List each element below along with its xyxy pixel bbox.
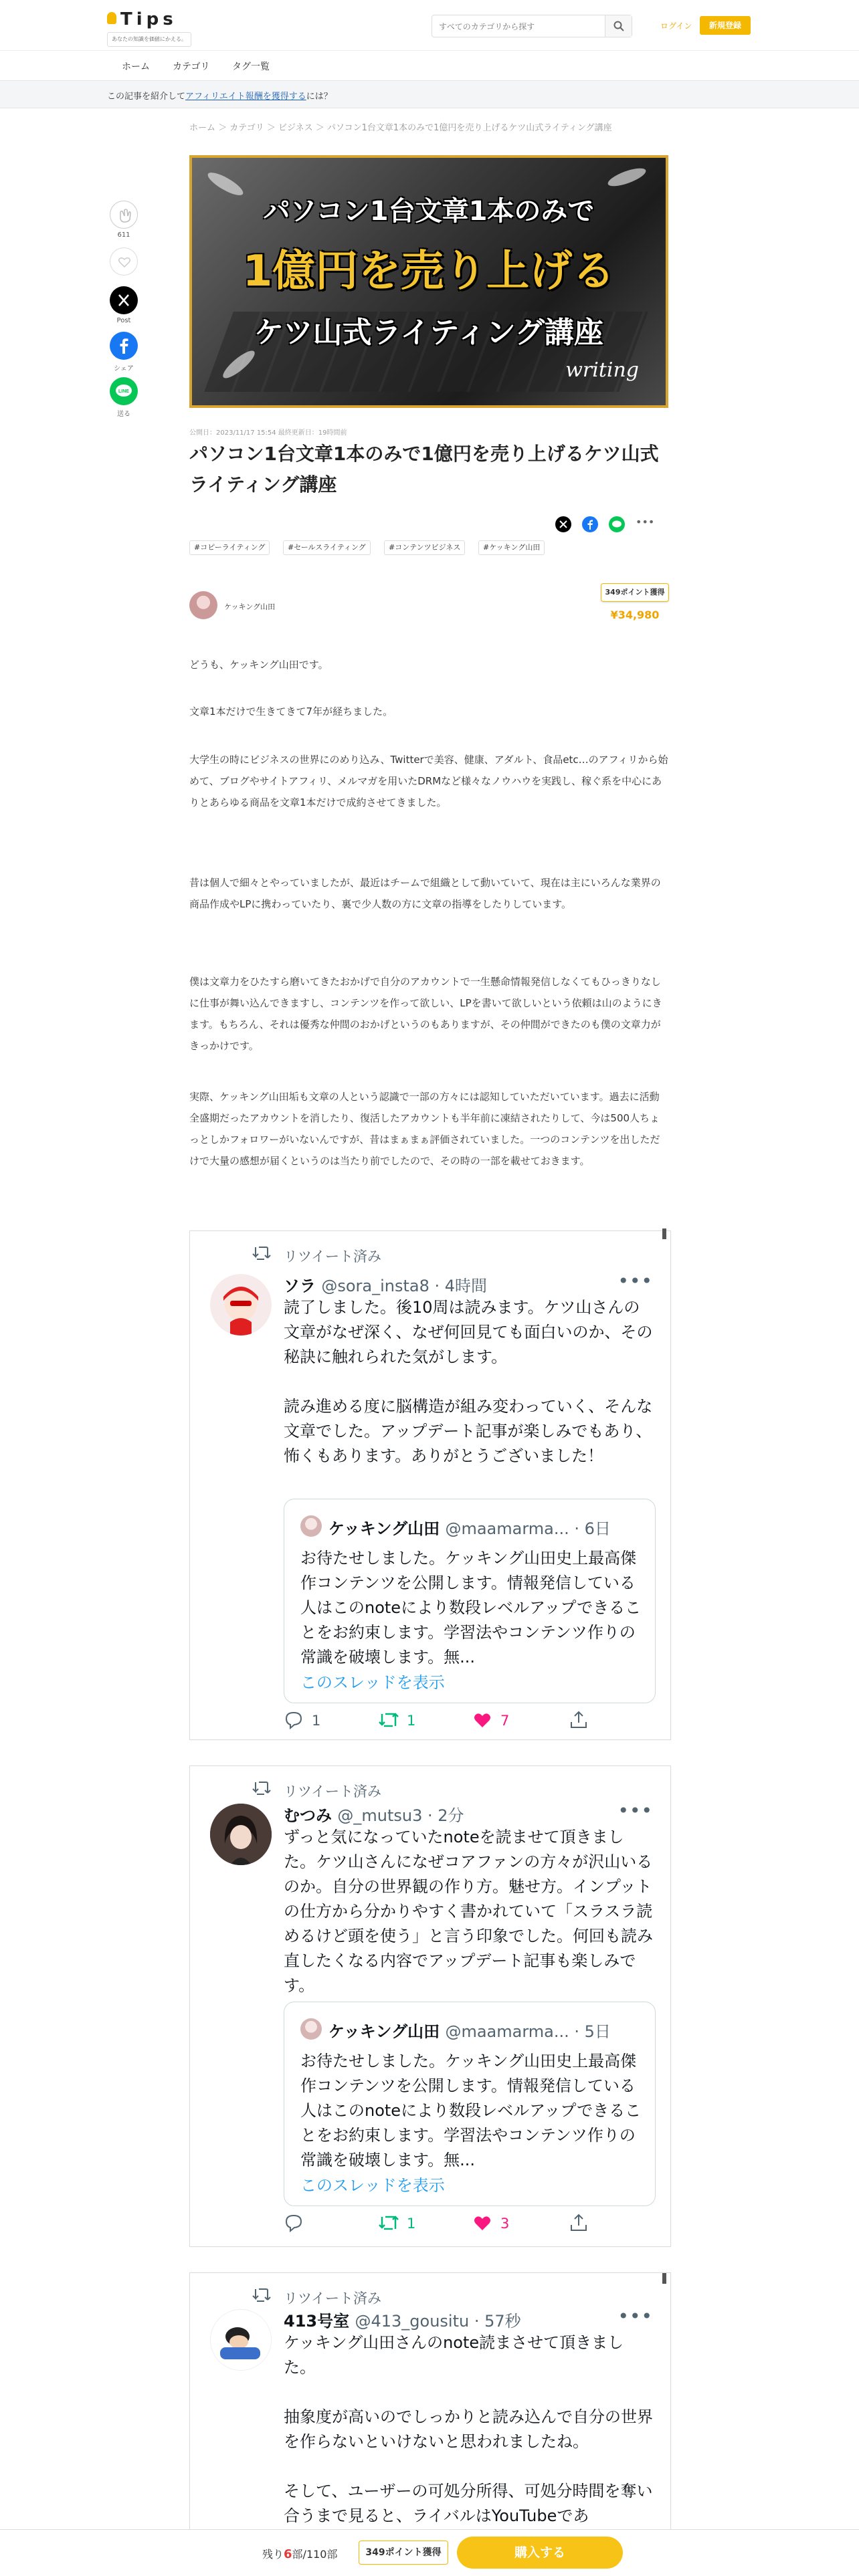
svg-text:LINE: LINE — [118, 389, 129, 394]
banner-text: この記事を紹介して — [107, 92, 186, 102]
affiliate-banner — [0, 80, 859, 108]
scrollbar-thumb[interactable] — [662, 2273, 666, 2284]
line-share-label: 送る — [117, 411, 130, 418]
share-button[interactable] — [569, 1710, 589, 1734]
tweet-handle: @sora_insta8 · 4時間 — [321, 1277, 488, 1295]
retweet-button[interactable] — [377, 2213, 416, 2237]
author-avatar[interactable] — [189, 591, 217, 619]
nav-tags[interactable]: タグ一覧 — [232, 62, 270, 72]
line-share-small[interactable] — [609, 516, 625, 532]
nav-category[interactable]: カテゴリ — [173, 62, 210, 72]
share-icon — [569, 2213, 589, 2233]
x-share-button[interactable] — [110, 286, 138, 314]
like-count: 7 — [500, 1713, 510, 1729]
price: ¥34,980 — [610, 609, 660, 621]
hero-line-3: ケツ山式ライティング講座 — [254, 316, 603, 350]
like-button[interactable] — [472, 2213, 510, 2237]
body-paragraph: 大学生の時にビジネスの世界にのめり込み、Twitterで美容、健康、アダルト、食品etc…のアフィリから始めて、ブログやサイトアフィリ、メルマガを用いたDRMなど様々なノウハウを実践し、稼ぐ系を中心にありとあらゆる商品を文章1本だけで成約させてきました。 — [189, 754, 668, 809]
breadcrumb[interactable]: ホーム ＞ カテゴリ ＞ ビジネス ＞ パソコン1台文章1本のみで1億円を売り上げるケツ山式ライティング講座 — [189, 123, 612, 133]
show-thread-link[interactable]: このスレッドを表示 — [300, 1673, 445, 1692]
heart-icon — [472, 2213, 492, 2233]
tweet-more-icon[interactable]: ••• — [617, 2305, 653, 2327]
retweet-count: 1 — [407, 2216, 416, 2232]
tweet-more-icon[interactable]: ••• — [617, 1800, 653, 1822]
tweet-avatar[interactable] — [210, 2309, 272, 2371]
buy-button[interactable]: 購入する — [457, 2537, 623, 2569]
banner-text-end: には？ — [306, 92, 332, 102]
tweet-handle: @_mutsu3 · 2分 — [337, 1806, 464, 1825]
retweet-label: リツイート済み — [284, 1249, 381, 1265]
retweet-icon — [252, 1245, 272, 1262]
tweet-text: 読了しました。後10周は読みます。ケツ山さんの文章がなぜ深く、なぜ何回見ても面白いのか、その秘訣に触れられた気がします。 読み進める度に脳構造が組み変わっていく、そんな文章でした。アップデート記事が楽しみでもあり、怖くもあります。ありがとうございました！ — [284, 1298, 653, 1465]
clap-button[interactable] — [110, 201, 138, 229]
tweet-embed[interactable] — [189, 2272, 671, 2540]
search-box — [432, 15, 632, 37]
article-title: パソコン1台文章1本のみで1億円を売り上げるケツ山式ライティング講座 — [189, 443, 659, 496]
tweet-handle: @413_gousitu · 57秒 — [355, 2312, 521, 2331]
facebook-share-label: シェア — [114, 365, 134, 372]
author-name[interactable]: ケッキング山田 — [224, 603, 276, 611]
share-button[interactable] — [569, 2213, 589, 2237]
article-meta: 公開日：2023/11/17 15:54 最終更新日：19時間前 — [189, 429, 347, 437]
tweet-text: ケッキング山田さんのnote読まさせて頂きました。 抽象度が高いのでしっかりと読み込んで自分の世界を作らないといけないと思われましたね。 そして、ユーザーの可処分所得、可処分時間を奪い合うまで見ると、ライバルはYouTubeであ — [284, 2333, 653, 2525]
scrollbar-thumb[interactable] — [662, 1228, 666, 1239]
tag-item[interactable]: #コピーライティング — [189, 540, 270, 555]
like-count: 3 — [500, 2216, 510, 2232]
retweet-icon — [252, 2286, 272, 2304]
quoted-author: ケッキング山田 @maamarma... · 6日 — [328, 1519, 611, 1538]
avatar-illustration-icon — [210, 1274, 272, 1335]
logo-text: Tips — [120, 9, 177, 29]
remaining-count: 残り6部/110部 — [262, 2547, 338, 2561]
points-badge: 349ポイント獲得 — [601, 583, 669, 602]
show-thread-link[interactable]: このスレッドを表示 — [300, 2176, 445, 2195]
retweet-button[interactable] — [377, 1710, 416, 1734]
hero-line-2: 1億円を売り上げる — [242, 247, 615, 296]
body-paragraph: 実際、ケッキング山田垢も文章の人という認識で一部の方々には認知していただいています。過去に活動全盛期だったアカウントを消したり、復活したアカウントも半年前に凍結されたりして、今は500人ちょっとしかフォロワーがいないんですが、昔はまぁまぁ評価されていました。一つのコンテンツを出しただけで大量の感想が届くというのは当たり前でしたので、その時の一部を載せておきます。 — [189, 1091, 660, 1167]
share-icon — [569, 1710, 589, 1730]
search-button[interactable] — [605, 15, 632, 37]
search-icon — [613, 21, 624, 31]
like-count: 611 — [117, 231, 130, 239]
logo-tagline: あなたの知識を価値にかえる。 — [107, 32, 191, 47]
affiliate-link[interactable]: アフィリエイト報酬を獲得する — [185, 92, 306, 102]
x-logo-icon — [555, 516, 571, 532]
reply-button[interactable] — [284, 1710, 321, 1734]
quoted-avatar — [300, 1515, 322, 1537]
retweet-icon — [252, 1780, 272, 1797]
lightbulb-icon — [107, 12, 116, 24]
facebook-share-small[interactable] — [582, 516, 598, 532]
tweet-author: むつみ @_mutsu3 · 2分 — [284, 1806, 464, 1825]
tweet-more-icon[interactable]: ••• — [617, 1270, 653, 1292]
retweet-label: リツイート済み — [284, 2290, 381, 2306]
tag-item[interactable]: #ケッキング山田 — [478, 540, 545, 555]
x-share-label: Post — [116, 317, 131, 324]
quoted-avatar — [300, 2018, 322, 2040]
quoted-author: ケッキング山田 @maamarma... · 5日 — [328, 2022, 611, 2041]
facebook-share-button[interactable] — [110, 332, 138, 360]
like-button[interactable] — [472, 1710, 510, 1734]
body-paragraph: どうも、ケッキング山田です。 — [189, 659, 328, 671]
tag-item[interactable]: #セールスライティング — [283, 540, 371, 555]
title-share-icons — [555, 515, 669, 535]
avatar-illustration-icon — [211, 2310, 272, 2371]
line-icon — [110, 377, 138, 405]
tweet-author: 413号室 @413_gousitu · 57秒 — [284, 2312, 521, 2331]
quoted-tweet[interactable] — [284, 1499, 656, 1703]
body-paragraph: 僕は文章力をひたすら磨いてきたおかげで自分のアカウントで一生懸命情報発信しなくてもひっきりなしに仕事が舞い込んできますし、コンテンツを作って欲しい、LPを書いて欲しいという依頼は山のようにきます。もちろん、それは優秀な仲間のおかげというのもありますが、その仲間ができたのも僕の文章力がきっかけです。 — [189, 976, 662, 1052]
tag-item[interactable]: #コンテンツビジネス — [384, 540, 465, 555]
heart-icon — [110, 248, 138, 276]
tweet-text: ずっと気になっていたnoteを読ませて頂きました。ケツ山さんになぜコアファンの方々が沢山いるのか。自分の世界観の作り方。魅せ方。インプットの仕方から分かりやすく書かれていて「スラスラ読めるけど頭を使う」と言う印象でした。何回も読み直したくなる内容でアップデート記事も楽しみです。 — [284, 1828, 653, 1995]
retweet-icon — [377, 1710, 400, 1730]
facebook-icon — [582, 516, 598, 532]
quoted-text: お待たせしました。ケッキング山田史上最高傑作コンテンツを公開します。情報発信している人はこのnoteにより数段レベルアップできることをお約束します。学習法やコンテンツ作りの常識を破壊します。無... — [300, 1549, 642, 1667]
purchase-bar — [0, 2529, 859, 2576]
reply-button[interactable] — [284, 2213, 304, 2237]
hero-line-4: writing — [565, 358, 639, 382]
login-link[interactable]: ログイン — [660, 21, 692, 31]
hero-image — [189, 155, 668, 408]
main-nav — [0, 51, 859, 80]
body-paragraph: 文章1本だけで生きてきて7年が経ちました。 — [189, 706, 393, 718]
site-logo[interactable] — [107, 9, 187, 42]
tweet-actions — [284, 2213, 652, 2237]
reply-count: 1 — [312, 1713, 321, 1729]
x-share-small[interactable] — [555, 516, 571, 532]
x-logo-icon — [110, 286, 138, 314]
hero-line-1: パソコン1台文章1本のみで — [263, 196, 595, 227]
reply-icon — [284, 1710, 304, 1730]
nav-home[interactable]: ホーム — [122, 62, 150, 72]
line-share-button[interactable] — [110, 377, 138, 405]
tweet-embed[interactable] — [189, 1230, 671, 1740]
search-input[interactable] — [439, 19, 599, 34]
signup-button[interactable]: 新規登録 — [700, 16, 751, 35]
favorite-button[interactable] — [110, 247, 138, 276]
tweet-actions — [284, 1710, 652, 1734]
heart-icon — [472, 1710, 492, 1730]
line-icon — [609, 516, 625, 532]
clap-icon — [110, 201, 138, 229]
site-header — [0, 0, 859, 51]
facebook-icon — [110, 332, 138, 360]
body-paragraph: 昔は個人で細々とやっていましたが、最近はチームで組織として動いていて、現在は主にいろんな業界の商品作成やLPに携わっていたり、裏で少人数の方に文章の指導をしたりしています。 — [189, 877, 661, 910]
quoted-tweet[interactable] — [284, 2002, 656, 2206]
more-share-icon[interactable]: ••• — [636, 516, 655, 528]
retweet-count: 1 — [407, 1713, 416, 1729]
tweet-author: ソラ @sora_insta8 · 4時間 — [284, 1277, 488, 1295]
tweet-avatar[interactable] — [210, 1804, 272, 1865]
avatar-illustration-icon — [210, 1804, 272, 1865]
retweet-label: リツイート済み — [284, 1784, 381, 1800]
retweet-icon — [377, 2213, 400, 2233]
quoted-text: お待たせしました。ケッキング山田史上最高傑作コンテンツを公開します。情報発信している人はこのnoteにより数段レベルアップできることをお約束します。学習法やコンテンツ作りの常識を破壊します。無... — [300, 2052, 642, 2169]
bottom-points-badge: 349ポイント獲得 — [359, 2541, 448, 2565]
tweet-embed[interactable] — [189, 1765, 671, 2247]
reply-icon — [284, 2213, 304, 2233]
tweet-avatar[interactable] — [210, 1274, 272, 1335]
